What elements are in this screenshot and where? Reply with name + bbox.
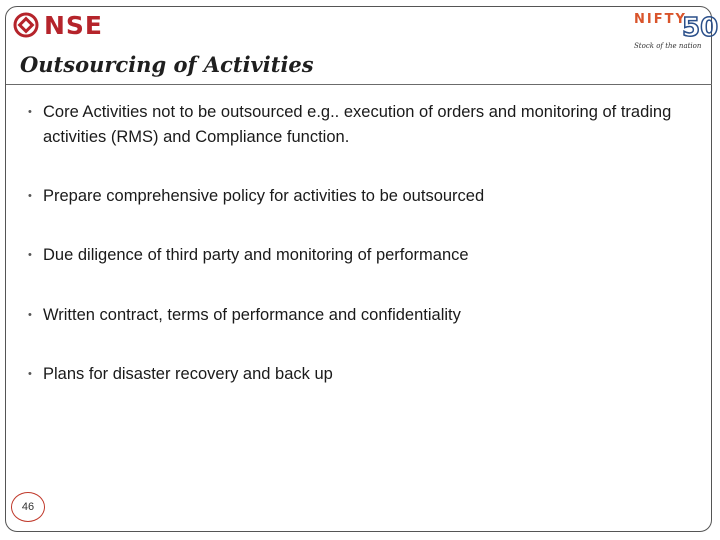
page-number: 46	[11, 492, 45, 522]
bullet-item	[28, 303, 703, 328]
nse-emblem-icon	[12, 11, 40, 39]
bullet-dot-icon: •	[28, 249, 32, 261]
nse-logo-text: NSE	[44, 10, 104, 40]
nifty-logo	[632, 8, 719, 54]
bullet-item	[28, 100, 703, 150]
bullet-dot-icon: •	[28, 106, 32, 118]
bullet-item	[28, 243, 703, 268]
slide-title: Outsourcing of Activities	[20, 52, 314, 77]
bullet-text: Plans for disaster recovery and back up	[43, 365, 333, 383]
nifty-logo-text: NIFTY	[634, 12, 687, 27]
bullet-item	[28, 184, 703, 209]
bullet-text: Core Activities not to be outsourced e.g.. execution of orders and monitoring of trading activities (RMS) and Compliance function.	[43, 103, 672, 146]
nifty-50-icon	[680, 8, 719, 43]
bullet-dot-icon: •	[28, 309, 32, 321]
title-divider	[6, 84, 712, 85]
nifty-logo-number: 50	[682, 13, 719, 43]
bullet-dot-icon: •	[28, 368, 32, 380]
bullet-text: Prepare comprehensive policy for activities to be outsourced	[43, 187, 485, 205]
bullet-dot-icon: •	[28, 190, 32, 202]
nse-logo	[12, 8, 103, 42]
bullet-text: Written contract, terms of performance and confidentiality	[43, 306, 461, 324]
bullet-text: Due diligence of third party and monitoring of performance	[43, 246, 469, 264]
nifty-tagline: Stock of the nation	[634, 42, 702, 50]
bullet-item	[28, 362, 703, 387]
